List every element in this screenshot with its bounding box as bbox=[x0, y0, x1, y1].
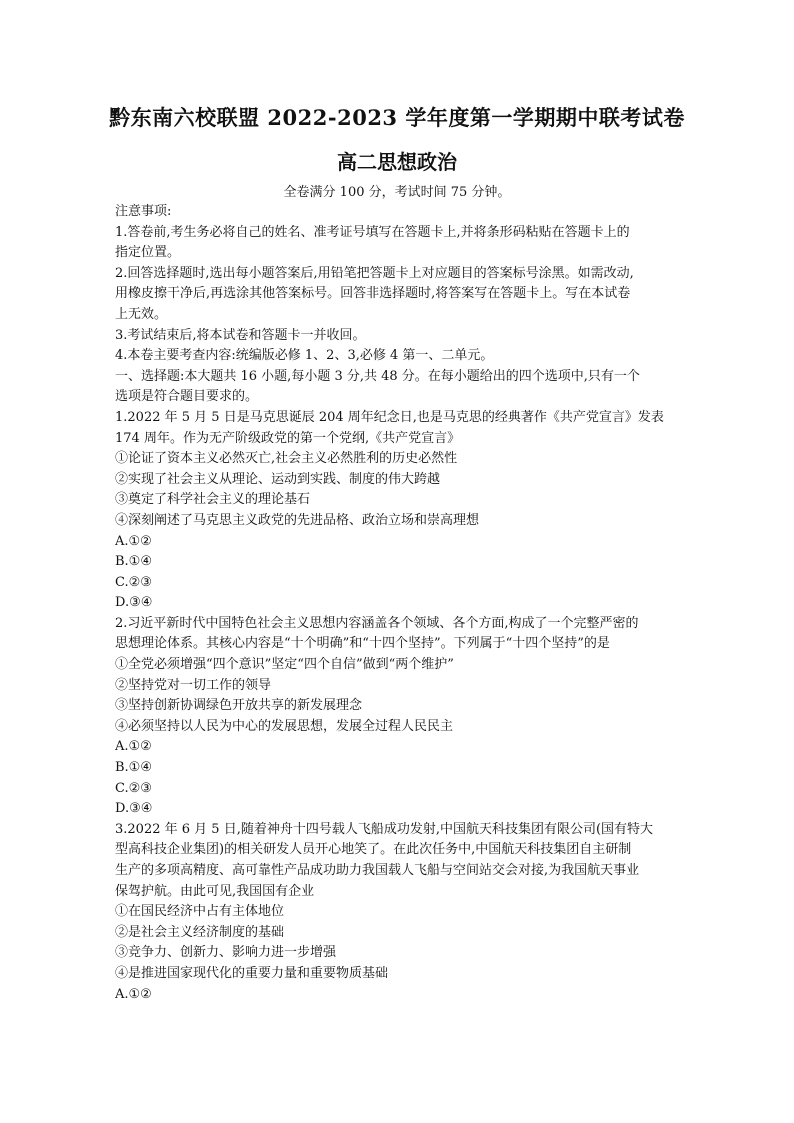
question-1-stem: 174 周年。作为无产阶级政党的第一个党纲,《共产党宣言》 bbox=[115, 430, 461, 446]
question-2-stem: 思想理论体系。其核心内容是“十个明确”和“十四个坚持”。下列属于“十四个坚持”的是 bbox=[115, 636, 610, 652]
question-3-stem: 型高科技企业集团)的相关研发人员开心地笑了。在此次任务中,中国航天科技集团自主研制 bbox=[115, 842, 632, 858]
question-2-statement: ②坚持党对一切工作的领导 bbox=[115, 677, 272, 693]
question-3-statement: ④是推进国家现代化的重要力量和重要物质基础 bbox=[115, 965, 389, 981]
question-3-stem: 生产的多项高精度、高可靠性产品成功助力我国载人飞船与空间站交会对接,为我国航天事业 bbox=[115, 863, 640, 878]
question-1-statement: ③奠定了科学社会主义的理论基石 bbox=[115, 492, 311, 508]
question-1-option-b: B.①④ bbox=[115, 554, 152, 570]
question-2-option-b: B.①④ bbox=[115, 760, 152, 776]
question-1-statement: ①论证了资本主义必然灭亡,社会主义必然胜利的历史必然性 bbox=[115, 451, 458, 467]
notes-line: 4.本卷主要考查内容:统编版必修 1、2、3,必修 4 第一、二单元。 bbox=[115, 348, 494, 364]
question-3-stem: 保驾护航。由此可见,我国国有企业 bbox=[115, 883, 315, 899]
question-2-stem: 2.习近平新时代中国特色社会主义思想内容涵盖各个领域、各个方面,构成了一个完整严密的 bbox=[115, 615, 639, 631]
question-3-option-a: A.①② bbox=[115, 986, 152, 1002]
exam-body bbox=[115, 202, 685, 1005]
section-heading: 一、选择题:本大题共 16 小题,每小题 3 分,共 48 分。在每小题给出的四个选项中,只有一个 bbox=[115, 368, 640, 384]
question-2-option-a: A.①② bbox=[115, 739, 152, 755]
notes-line: 用橡皮擦干净后,再选涂其他答案标号。回答非选择题时,将答案写在答题卡上。写在本试卷 bbox=[115, 286, 631, 302]
notes-heading: 注意事项: bbox=[115, 204, 172, 219]
question-1-option-c: C.②③ bbox=[115, 574, 152, 590]
question-1-stem: 1.2022 年 5 月 5 日是马克思诞辰 204 周年纪念日,也是马克思的经典著作《共产党宣言》发表 bbox=[115, 409, 664, 425]
question-1-option-a: A.①② bbox=[115, 533, 152, 549]
question-3-statement: ①在国民经济中占有主体地位 bbox=[115, 904, 285, 920]
question-3-statement: ③竞争力、创新力、影响力进一步增强 bbox=[115, 945, 337, 961]
notes-line: 2.回答选择题时,选出每小题答案后,用铅笔把答题卡上对应题目的答案标号涂黑。如需改动, bbox=[115, 265, 634, 281]
question-2-option-c: C.②③ bbox=[115, 780, 152, 796]
question-2-statement: ④必须坚持以人民为中心的发展思想，发展全过程人民民主 bbox=[115, 718, 454, 734]
notes-line: 3.考试结束后,将本试卷和答题卡一并收回。 bbox=[115, 327, 366, 343]
question-3-stem: 3.2022 年 6 月 5 日,随着神舟十四号载人飞船成功发射,中国航天科技集团有限公司(国有特大 bbox=[115, 821, 654, 837]
question-3-statement: ②是社会主义经济制度的基础 bbox=[115, 924, 285, 940]
question-2-option-d: D.③④ bbox=[115, 801, 153, 817]
question-1-statement: ②实现了社会主义从理论、运动到实践、制度的伟大跨越 bbox=[115, 471, 441, 487]
notes-line: 1.答卷前,考生务必将自己的姓名、准考证号填写在答题卡上,并将条形码粘贴在答题卡上的 bbox=[115, 224, 630, 240]
notes-line: 指定位置。 bbox=[115, 245, 181, 261]
exam-title: 黔东南六校联盟 2022-2023 学年度第一学期期中联考试卷 bbox=[109, 105, 685, 130]
question-2-statement: ①全党必须增强“四个意识”坚定“四个自信”做到“两个维护” bbox=[115, 657, 454, 673]
section-heading: 选项是符合题目要求的。 bbox=[115, 389, 259, 405]
question-2-statement: ③坚持创新协调绿色开放共享的新发展理念 bbox=[115, 698, 363, 714]
exam-info: 全卷满分 100 分，考试时间 75 分钟。 bbox=[283, 185, 511, 200]
exam-subject: 高二思想政治 bbox=[337, 150, 457, 174]
notes-line: 上无效。 bbox=[115, 306, 168, 322]
question-1-option-d: D.③④ bbox=[115, 595, 153, 611]
question-1-statement: ④深刻阐述了马克思主义政党的先进品格、政治立场和崇高理想 bbox=[115, 512, 480, 528]
